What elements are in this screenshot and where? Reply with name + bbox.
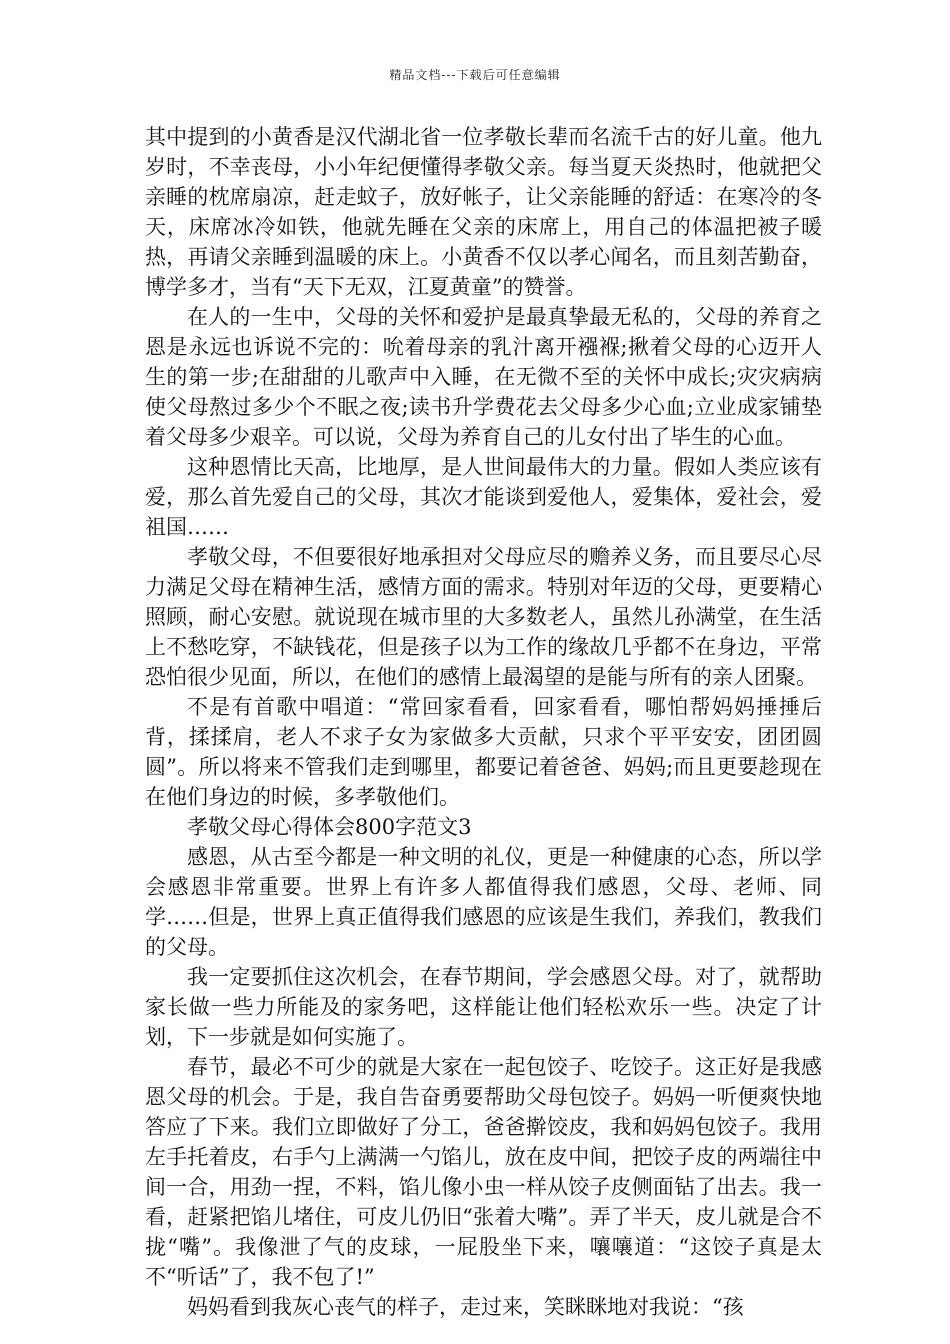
- paragraph-2: 在人的一生中，父母的关怀和爱护是最真挚最无私的，父母的养育之恩是永远也诉说不完的：吮着母亲的乳汁离开襁褓;揪着父母的心迈开人生的第一步;在甜甜的儿歌声中入睡，在无微不至的关怀中成长;灾灾病病使父母熬过多少个不眠之夜;读书升学费花去父母多少心血;立业成家铺垫着父母多少艰辛。可以说，父母为养育自己的儿女付出了毕生的心血。: [145, 305, 822, 449]
- document-body: [145, 122, 822, 1322]
- paragraph-3: 这种恩情比天高，比地厚，是人世间最伟大的力量。假如人类应该有爱，那么首先爱自己的父母，其次才能谈到爱他人，爱集体，爱社会，爱祖国……: [145, 455, 822, 539]
- paragraph-4: 孝敬父母，不但要很好地承担对父母应尽的赡养义务，而且要尽心尽力满足父母在精神生活，感情方面的需求。特别对年迈的父母，更要精心照顾，耐心安慰。就说现在城市里的大多数老人，虽然儿孙满堂，在生活上不愁吃穿，不缺钱花，但是孩子以为工作的缘故几乎都不在身边，平常恐怕很少见面，所以，在他们的感情上最渴望的是能与所有的亲人团聚。: [145, 545, 822, 689]
- paragraph-5: 不是有首歌中唱道：“常回家看看，回家看看，哪怕帮妈妈捶捶后背，揉揉肩，老人不求子女为家做多大贡献，只求个平平安安，团团圆圆”。所以将来不管我们走到哪里，都要记着爸爸、妈妈;而且更要趁现在在他们身边的时候，多孝敬他们。: [145, 695, 822, 809]
- paragraph-9: 妈妈看到我灰心丧气的样子，走过来，笑眯眯地对我说：“孩: [187, 1295, 744, 1319]
- paragraph-8: 春节，最必不可少的就是大家在一起包饺子、吃饺子。这正好是我感恩父母的机会。于是，我自告奋勇要帮助父母包饺子。妈妈一听便爽快地答应了下来。我们立即做好了分工，爸爸擀饺皮，我和妈妈包饺子。我用左手托着皮，右手勺上满满一勺馅儿，放在皮中间，把饺子皮的两端往中间一合，用劲一捏，不料，馅儿像小虫一样从饺子皮侧面钻了出去。我一看，赶紧把馅儿堵住，可皮儿仍旧“张着大嘴”。弄了半天，皮儿就是合不拢“嘴”。我像泄了气的皮球，一屁股坐下来，嚷嚷道：“这饺子真是太不“听话”了，我不包了!”: [145, 1055, 822, 1289]
- paragraph-7: 我一定要抓住这次机会，在春节期间，学会感恩父母。对了，就帮助家长做一些力所能及的家务吧，这样能让他们轻松欢乐一些。决定了计划，下一步就是如何实施了。: [145, 965, 822, 1049]
- paragraph-1: 其中提到的小黄香是汉代湖北省一位孝敬长辈而名流千古的好儿童。他九岁时，不幸丧母，小小年纪便懂得孝敬父亲。每当夏天炎热时，他就把父亲睡的枕席扇凉，赶走蚊子，放好帐子，让父亲能睡的舒适：在寒冷的冬天，床席冰冷如铁，他就先睡在父亲的床席上，用自己的体温把被子暖热，再请父亲睡到温暖的床上。小黄香不仅以孝心闻名，而且刻苦勤奋，博学多才，当有“天下无双，江夏黄童”的赞誉。: [145, 125, 822, 299]
- page-header: 精品文档---下载后可任意编辑: [389, 68, 561, 82]
- paragraph-6: 感恩，从古至今都是一种文明的礼仪，更是一种健康的心态，所以学会感恩非常重要。世界上有许多人都值得我们感恩，父母、老师、同学……但是，世界上真正值得我们感恩的应该是生我们，养我们，教我们的父母。: [145, 845, 822, 959]
- section-heading: 孝敬父母心得体会800字范文3: [187, 815, 472, 839]
